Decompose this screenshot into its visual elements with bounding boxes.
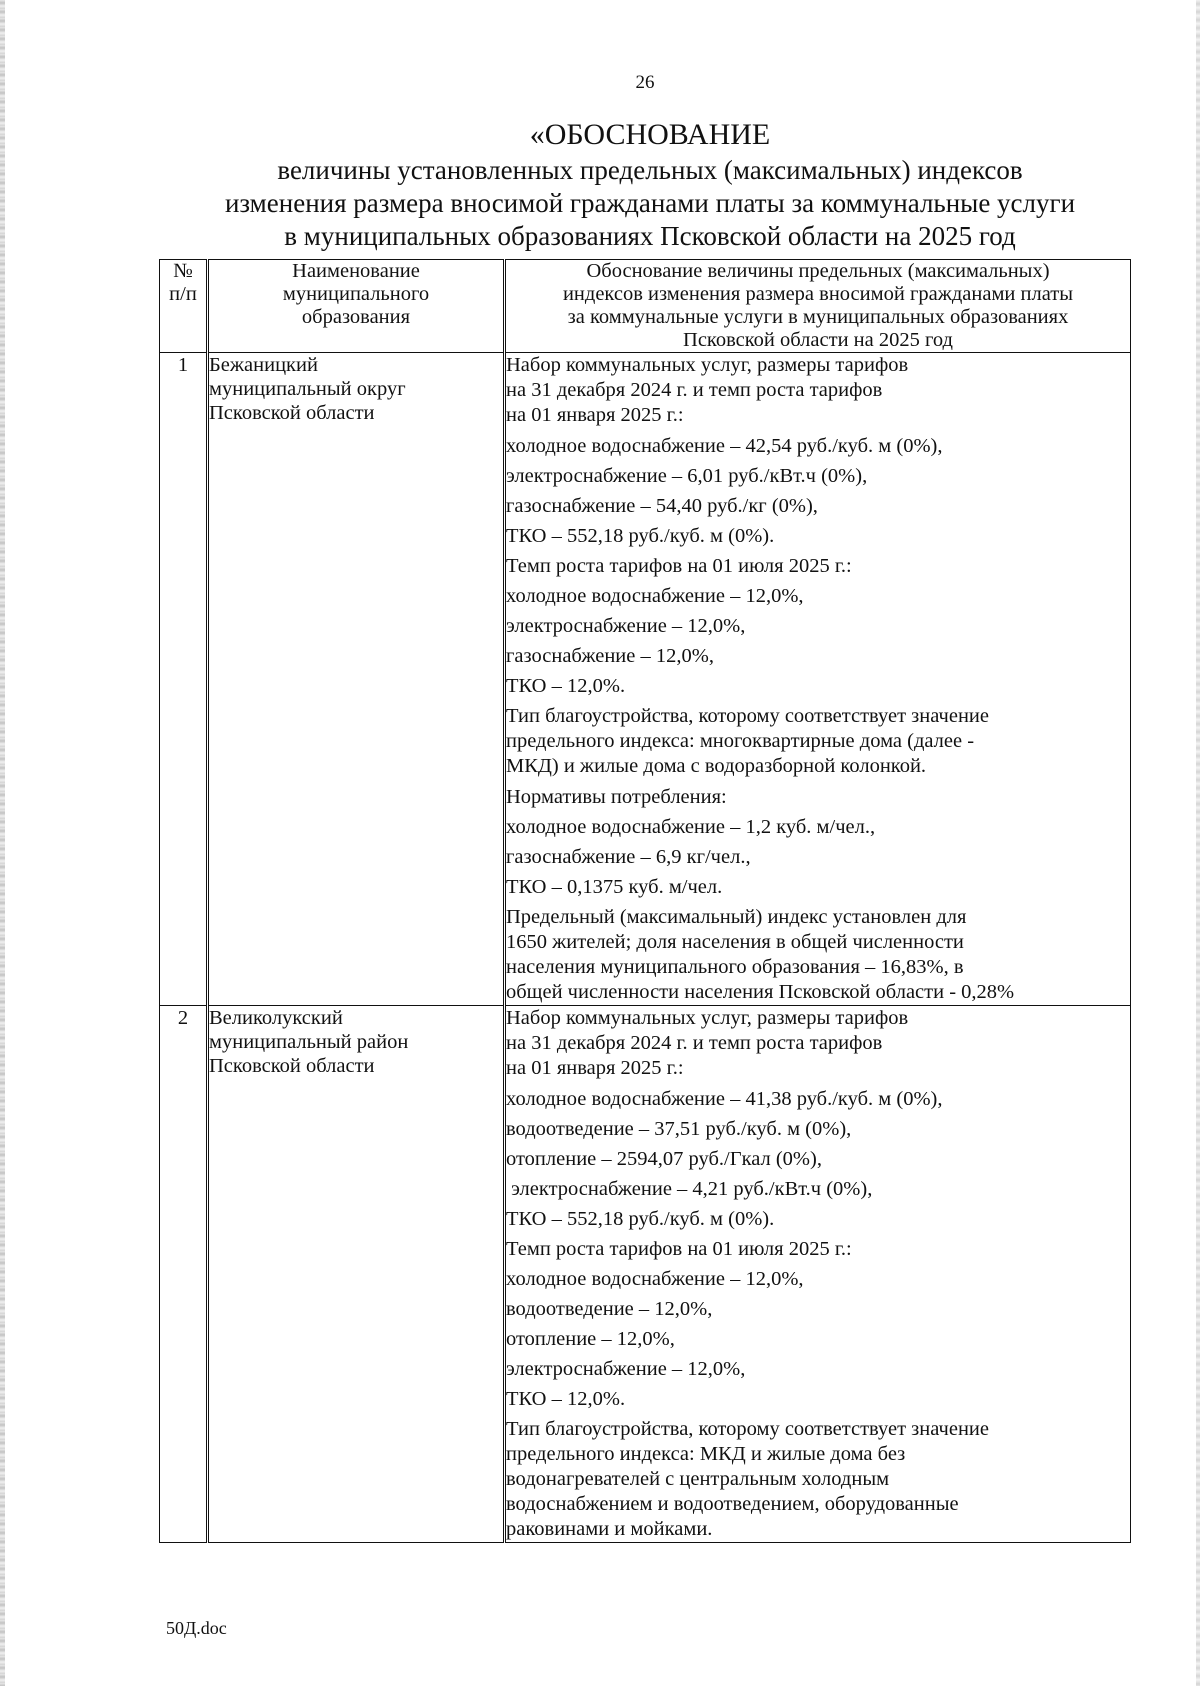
header-basis-line: индексов изменения размера вносимой гражданами платы [562,283,1074,305]
justification-paragraph [506,584,1130,608]
municipality-name [208,353,505,1006]
municipality-name-line: муниципальный округ [209,378,406,400]
justification-line: электроснабжение – 12,0%, [506,615,746,637]
justification-line: предельного индекса: МКД и жилые дома без [506,1443,906,1465]
scan-edge-right [1196,0,1200,1686]
justification-paragraph [506,494,1130,518]
justification-line: раковинами и мойками. [506,1518,713,1540]
justification-line: Набор коммунальных услуг, размеры тарифов [506,354,909,376]
justification-cell [505,353,1131,1006]
justification-line: Тип благоустройства, которому соответствует значение [506,705,989,727]
header-basis-line: за коммунальные услуги в муниципальных образованиях [567,306,1069,328]
justification-paragraph [506,434,1130,458]
title-line-2: изменения размера вносимой гражданами платы за коммунальные услуги [224,188,1076,218]
municipality-name-line: Псковской области [209,1055,375,1077]
scan-edge-left [0,0,5,1686]
justification-paragraph [506,1207,1130,1231]
header-name-line: образования [301,306,411,328]
justification-line: газоснабжение – 6,9 кг/чел., [506,846,751,868]
header-basis-line: Обоснование величины предельных (максимальных) [586,260,1050,282]
header-name-line: Наименование [292,260,420,282]
justification-line: водоотведение – 37,51 руб./куб. м (0%), [506,1118,852,1140]
justification-line: МКД) и жилые дома с водоразборной колонкой. [506,755,927,777]
justification-paragraph [506,1297,1130,1321]
justification-line: холодное водоснабжение – 12,0%, [506,1268,804,1290]
justification-line: ТКО – 552,18 руб./куб. м (0%). [506,525,775,547]
justification-line: 1650 жителей; доля населения в общей численности [506,931,964,953]
justification-cell [505,1006,1131,1543]
justification-line: предельного индекса: многоквартирные дома (далее - [506,730,975,752]
header-number-line: № [173,260,193,282]
justification-paragraph [506,464,1130,488]
table-row [160,353,1131,1006]
justification-paragraph [506,785,1130,809]
justification-line: ТКО – 0,1375 куб. м/чел. [506,876,723,898]
justification-line: ТКО – 552,18 руб./куб. м (0%). [506,1208,775,1230]
justification-paragraph [506,1177,1130,1201]
header-name-line: муниципального [282,283,430,305]
document-title [150,116,1150,253]
justification-line: холодное водоснабжение – 42,54 руб./куб. м (0%), [506,435,943,457]
justification-paragraph [506,815,1130,839]
justification-paragraph [506,554,1130,578]
title-line-1: величины установленных предельных (максимальных) индексов [277,155,1023,185]
justification-line: водоотведение – 12,0%, [506,1298,713,1320]
justification-line: Темп роста тарифов на 01 июля 2025 г.: [506,1238,852,1260]
header-number-line: п/п [169,283,197,305]
justification-line: отопление – 12,0%, [506,1328,675,1350]
justification-line: ТКО – 12,0%. [506,1388,626,1410]
municipality-name [208,1006,505,1543]
justification-line: отопление – 2594,07 руб./Гкал (0%), [506,1148,822,1170]
justification-line: ТКО – 12,0%. [506,675,626,697]
municipality-name-line: Псковской области [209,402,375,424]
justification-line: на 31 декабря 2024 г. и темп роста тарифов [506,379,883,401]
justification-paragraph [506,845,1130,869]
justification-paragraph [506,1087,1130,1111]
justification-paragraph [506,644,1130,668]
justification-line: Набор коммунальных услуг, размеры тарифов [506,1007,909,1029]
justification-line: на 01 января 2025 г.: [506,404,684,426]
table-body [160,353,1131,1543]
municipality-name-line: Великолукский [209,1007,343,1029]
justification-paragraph [506,1417,1130,1542]
justification-line: водонагревателей с центральным холодным [506,1468,890,1490]
justification-line: электроснабжение – 12,0%, [506,1358,746,1380]
justification-table [159,259,1131,1543]
justification-line: Темп роста тарифов на 01 июля 2025 г.: [506,555,852,577]
footer-file-name: 50Д.doc [166,1618,227,1638]
justification-paragraph [506,614,1130,638]
justification-line: Нормативы потребления: [506,786,727,808]
justification-paragraph [506,1387,1130,1411]
justification-line: населения муниципального образования – 16,83%, в [506,956,964,978]
justification-line: холодное водоснабжение – 1,2 куб. м/чел., [506,816,876,838]
justification-line: электроснабжение – 6,01 руб./кВт.ч (0%), [506,465,868,487]
justification-paragraph [506,1237,1130,1261]
justification-line: водоснабжением и водоотведением, оборудованные [506,1493,959,1515]
justification-line: холодное водоснабжение – 41,38 руб./куб. м (0%), [506,1088,943,1110]
justification-paragraph [506,1267,1130,1291]
justification-paragraph [506,905,1130,1005]
title-main: «ОБОСНОВАНИЕ [529,118,771,151]
justification-paragraph [506,674,1130,698]
page-number: 26 [635,72,655,93]
justification-paragraph [506,1006,1130,1081]
justification-paragraph [506,1117,1130,1141]
justification-line: Предельный (максимальный) индекс установлен для [506,906,967,928]
table-header-row [160,260,1131,353]
justification-line: электроснабжение – 4,21 руб./кВт.ч (0%), [506,1178,873,1200]
justification-paragraph [506,875,1130,899]
table-row [160,1006,1131,1543]
justification-line: на 01 января 2025 г.: [506,1057,684,1079]
justification-line: общей численности населения Псковской области - 0,28% [506,981,1015,1003]
municipality-name-line: муниципальный район [209,1031,409,1053]
row-number: 2 [160,1006,208,1543]
justification-paragraph [506,353,1130,428]
header-number [160,260,208,353]
municipality-name-line: Бежаницкий [209,354,318,376]
justification-paragraph [506,1147,1130,1171]
justification-line: холодное водоснабжение – 12,0%, [506,585,804,607]
justification-line: газоснабжение – 54,40 руб./кг (0%), [506,495,818,517]
justification-line: Тип благоустройства, которому соответствует значение [506,1418,989,1440]
row-number: 1 [160,353,208,1006]
justification-paragraph [506,1327,1130,1351]
justification-paragraph [506,704,1130,779]
justification-line: газоснабжение – 12,0%, [506,645,714,667]
header-municipality-name [208,260,505,353]
justification-paragraph [506,524,1130,548]
justification-paragraph [506,1357,1130,1381]
justification-line: на 31 декабря 2024 г. и темп роста тарифов [506,1032,883,1054]
header-basis-line: Псковской области на 2025 год [683,329,953,351]
header-justification [505,260,1131,353]
title-line-3: в муниципальных образованиях Псковской области на 2025 год [284,221,1016,251]
